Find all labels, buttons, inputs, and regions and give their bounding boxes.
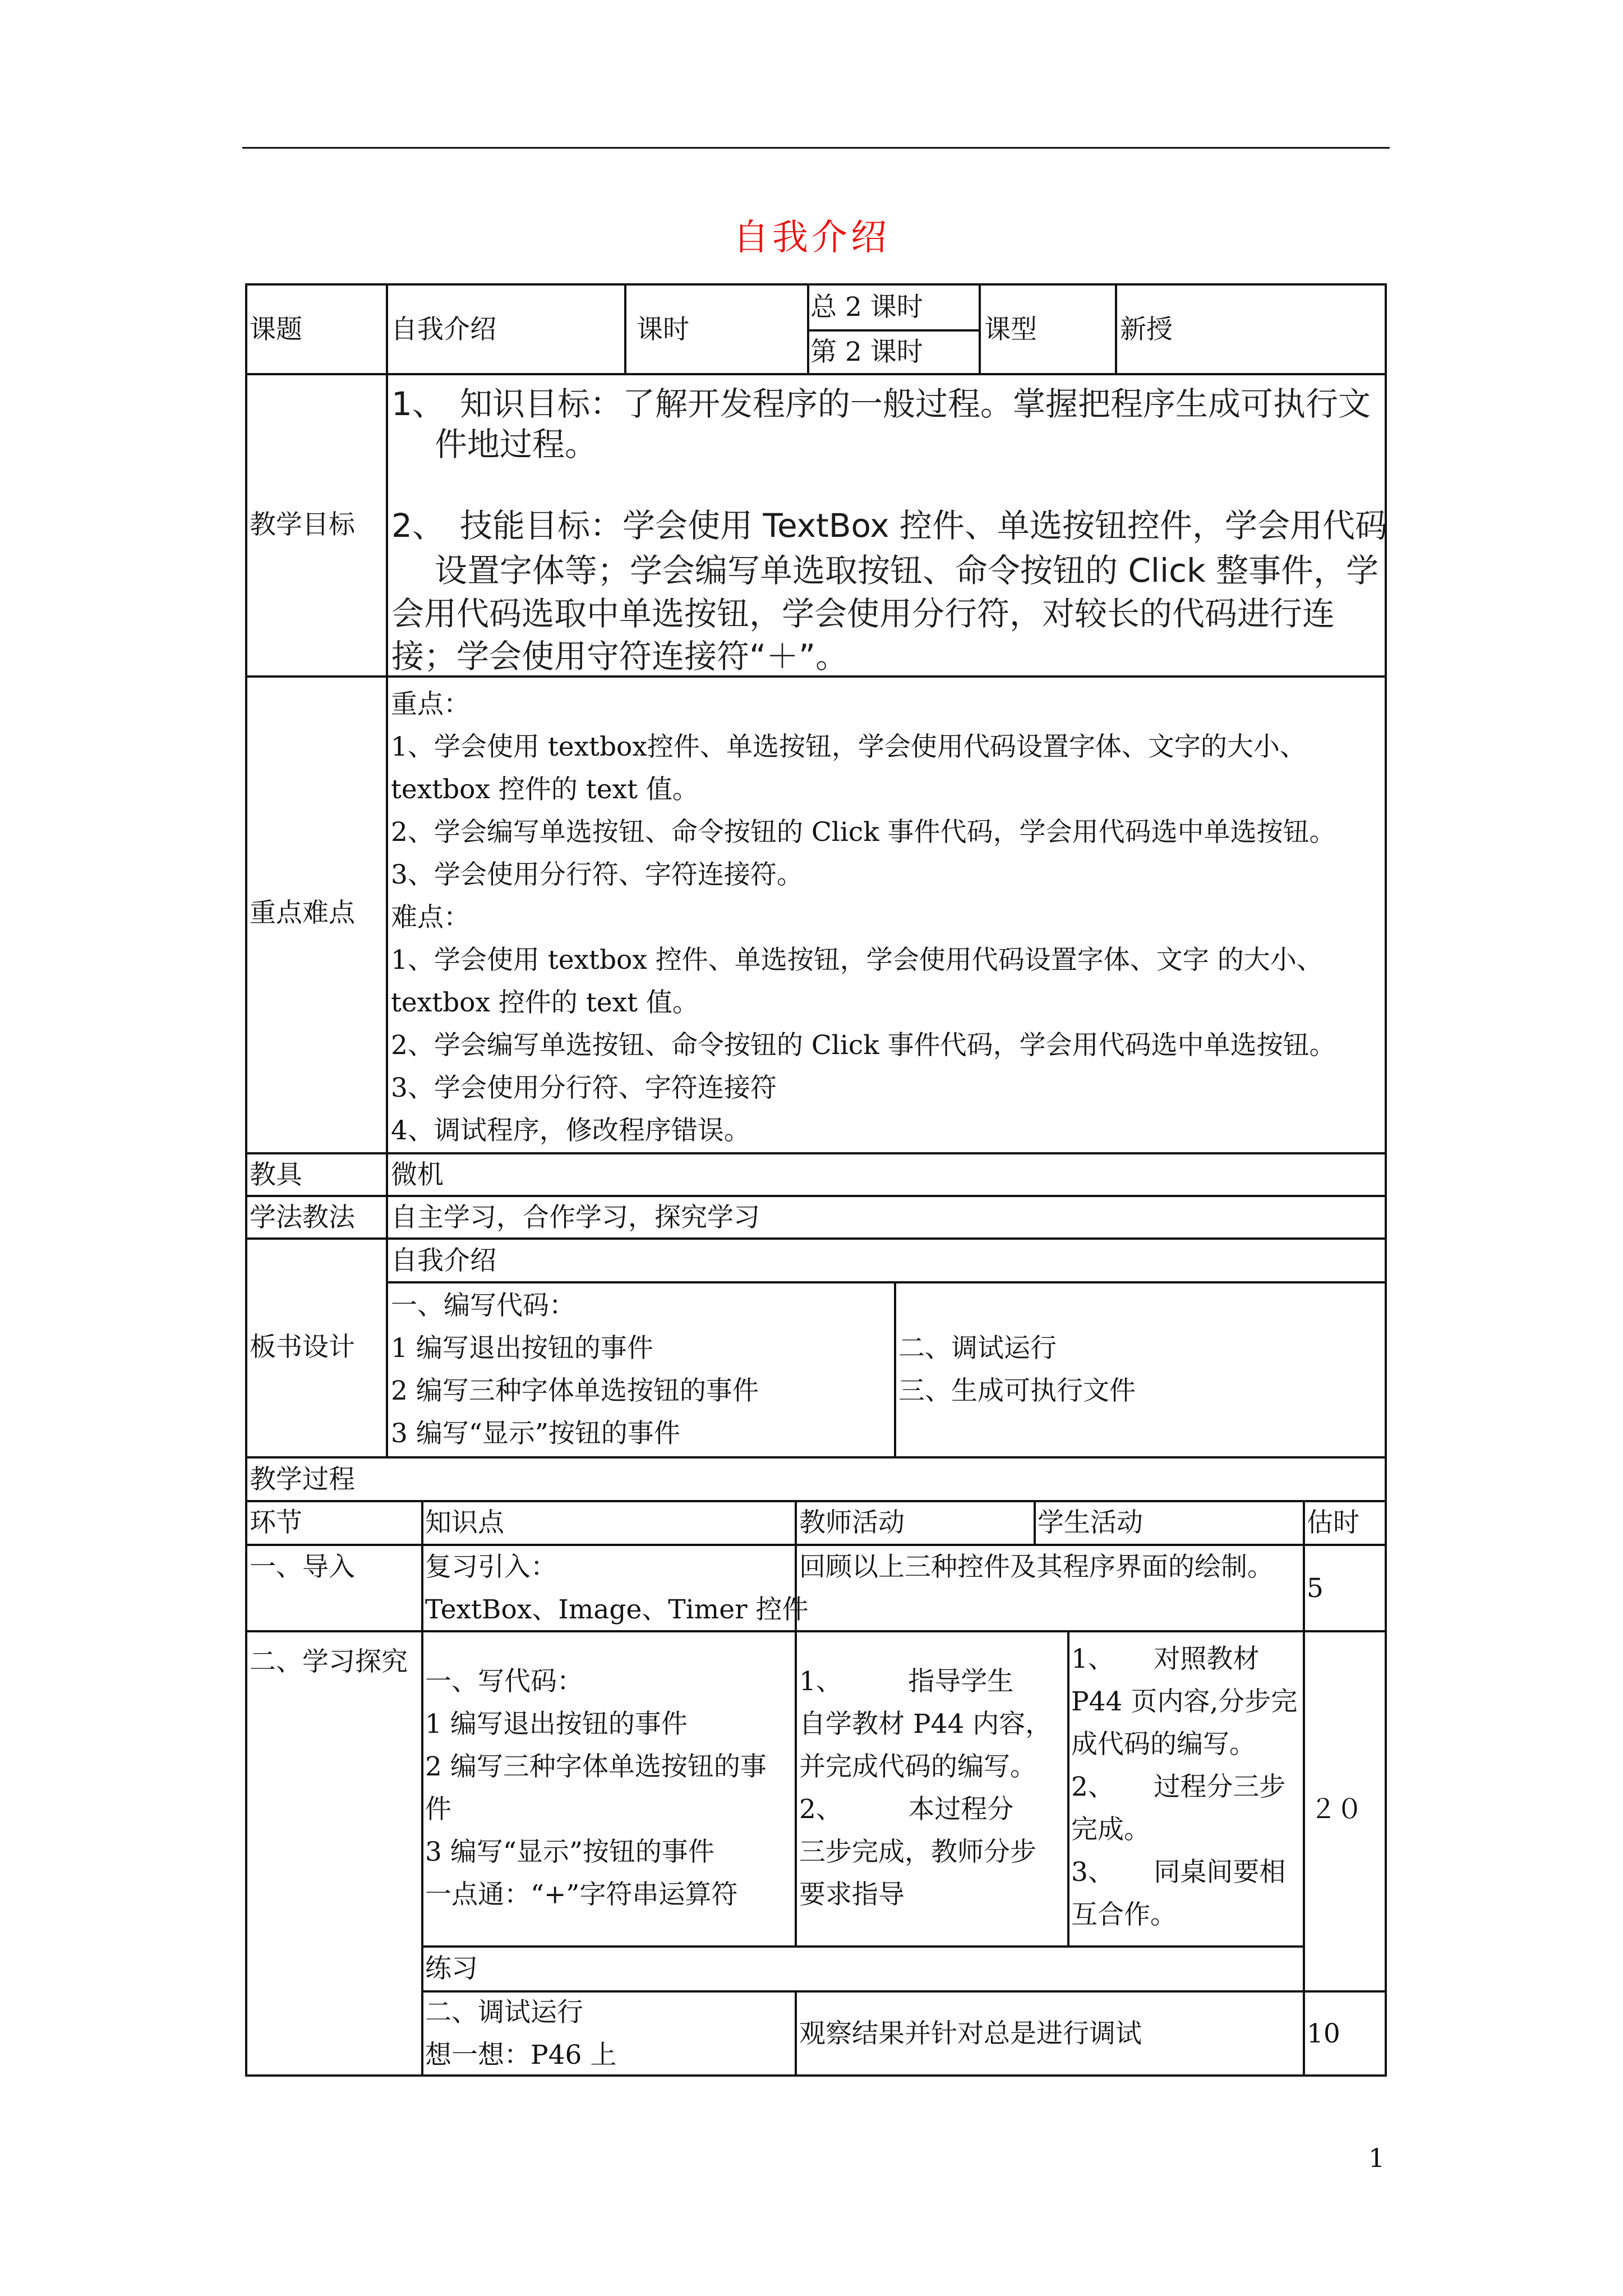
current-hour: 第 2 课时 (810, 337, 923, 367)
row1-time: 5 (1307, 1573, 1324, 1604)
objectives-label: 教学目标 (250, 509, 355, 540)
cell-tools (386, 1152, 1387, 1197)
keypoint-line: textbox 控件的 text 值。 (391, 987, 699, 1018)
page-title: 自我介绍 (733, 217, 890, 259)
header-teacher: 教师活动 (799, 1507, 905, 1538)
row1-knowledge-line: 复习引入： (425, 1552, 557, 1582)
objective-1-number: 1、 (391, 385, 445, 423)
topic-label: 课题 (250, 314, 302, 345)
row2-knowledge-line: 一点通：“+”字符串运算符 (425, 1879, 738, 1910)
board-left-line: 1 编写退出按钮的事件 (391, 1333, 653, 1364)
row2-teacher-line: 并完成代码的编写。 (799, 1751, 1036, 1782)
row2-teacher-line: 三步完成，教师分步 (799, 1837, 1036, 1867)
header-knowledge: 知识点 (425, 1507, 504, 1538)
keypoint-line: 难点： (391, 902, 470, 933)
keypoint-line: textbox 控件的 text 值。 (391, 774, 699, 805)
hours-label: 课时 (637, 314, 689, 345)
methods-label: 学法教法 (250, 1202, 355, 1233)
type-value: 新授 (1120, 314, 1173, 345)
row2-student-line: 3、 同桌间要相 (1071, 1857, 1286, 1888)
objective-2-line-4: 接；学会使用守符连接符“＋”。 (391, 637, 849, 675)
board-left-line: 3 编写“显示”按钮的事件 (391, 1418, 680, 1449)
row2-stage: 二、学习探究 (250, 1646, 408, 1677)
row2-student-line: 成代码的编写。 (1071, 1729, 1256, 1760)
row2-knowledge-line: 2 编写三种字体单选按钮的事 (425, 1751, 767, 1782)
board-left-line: 一、编写代码： (391, 1290, 575, 1321)
row1-stage: 一、导入 (250, 1552, 355, 1582)
row2-student-line: 互合作。 (1071, 1899, 1177, 1930)
header-rule (242, 147, 1390, 149)
row2-teacher-line: 2、 本过程分 (799, 1794, 1014, 1825)
row2-student-line: 2、 过程分三步 (1071, 1772, 1286, 1802)
row2-knowledge-line: 3 编写“显示”按钮的事件 (425, 1837, 714, 1867)
row2-knowledge-line: 1 编写退出按钮的事件 (425, 1709, 688, 1740)
board-left-line: 2 编写三种字体单选按钮的事件 (391, 1375, 759, 1406)
page-number: 1 (1368, 2143, 1385, 2173)
board-heading: 自我介绍 (391, 1245, 496, 1276)
row2-student-line: 完成。 (1071, 1814, 1150, 1845)
row1-teacher: 回顾以上三种控件及其程序界面的绘制。 (799, 1552, 1274, 1582)
row2-student-line: P44 页内容,分步完 (1071, 1686, 1298, 1717)
methods-value: 自主学习，合作学习，探究学习 (391, 1202, 760, 1233)
row1-knowledge-line: TextBox、Image、Timer 控件 (425, 1594, 809, 1625)
cell-process-label (245, 1456, 1387, 1502)
row2-time: ２０ (1310, 1794, 1363, 1825)
board-label: 板书设计 (250, 1332, 355, 1363)
row2-knowledge-line: 一、写代码： (425, 1666, 583, 1697)
cell-row2-stage (245, 1630, 423, 2077)
header-time: 估时 (1307, 1507, 1359, 1538)
board-right-line: 二、调试运行 (898, 1333, 1057, 1364)
row2-knowledge-line: 件 (425, 1794, 451, 1825)
row2-student-line: 1、 对照教材 (1071, 1644, 1260, 1674)
objective-2-number: 2、 (391, 507, 445, 545)
keypoint-line: 重点： (391, 689, 470, 720)
header-student: 学生活动 (1038, 1507, 1143, 1538)
objective-1-line-1: 知识目标：了解开发程序的一般过程。掌握把程序生成可执行文 (460, 385, 1371, 423)
tools-label: 教具 (250, 1159, 302, 1190)
row2-teacher-line: 自学教材 P44 内容， (799, 1709, 1052, 1740)
cell-board-heading (386, 1237, 1387, 1283)
row3-teacher: 观察结果并针对总是进行调试 (799, 2018, 1142, 2049)
keypoint-line: 2、学会编写单选按钮、命令按钮的 Click 事件代码，学会用代码选中单选按钮。 (391, 817, 1336, 848)
row3-time: 10 (1307, 2018, 1340, 2049)
objective-2-line-3: 会用代码选取中单选按钮，学会使用分行符，对较长的代码进行连 (391, 595, 1335, 633)
keypoint-line: 3、学会使用分行符、字符连接符 (391, 1073, 777, 1103)
keypoint-line: 4、调试程序，修改程序错误。 (391, 1115, 750, 1146)
row3-knowledge-line: 二、调试运行 (425, 1997, 583, 2028)
cell-practice (421, 1945, 1305, 1993)
keypoint-line: 1、学会使用 textbox 控件、单选按钮，学会使用代码设置字体、文字 的大小、 (391, 945, 1323, 976)
row3-knowledge-line: 想一想：P46 上 (425, 2040, 617, 2070)
topic-value: 自我介绍 (391, 314, 496, 345)
keypoint-line: 3、学会使用分行符、字符连接符。 (391, 859, 803, 890)
keypoint-line: 1、学会使用 textbox控件、单选按钮，学会使用代码设置字体、文字的大小、 (391, 731, 1306, 762)
type-label: 课型 (984, 314, 1037, 345)
tools-value: 微机 (391, 1159, 444, 1190)
header-stage: 环节 (250, 1507, 302, 1538)
practice-label: 练习 (425, 1953, 478, 1984)
row2-teacher-line: 1、 指导学生 (799, 1666, 1014, 1697)
process-label: 教学过程 (250, 1464, 355, 1495)
objective-2-line-1: 技能目标：学会使用 TextBox 控件、单选按钮控件，学会用代码 (460, 507, 1387, 545)
objective-2-line-2: 设置字体等；学会编写单选取按钮、命令按钮的 Click 整事件，学 (435, 551, 1379, 590)
keypoint-line: 2、学会编写单选按钮、命令按钮的 Click 事件代码，学会用代码选中单选按钮。 (391, 1030, 1336, 1061)
board-right-line: 三、生成可执行文件 (898, 1375, 1136, 1406)
total-hours: 总 2 课时 (810, 292, 923, 323)
row2-teacher-line: 要求指导 (799, 1879, 905, 1910)
keypoints-label: 重点难点 (250, 898, 355, 928)
objective-1-line-2: 件地过程。 (435, 425, 598, 463)
